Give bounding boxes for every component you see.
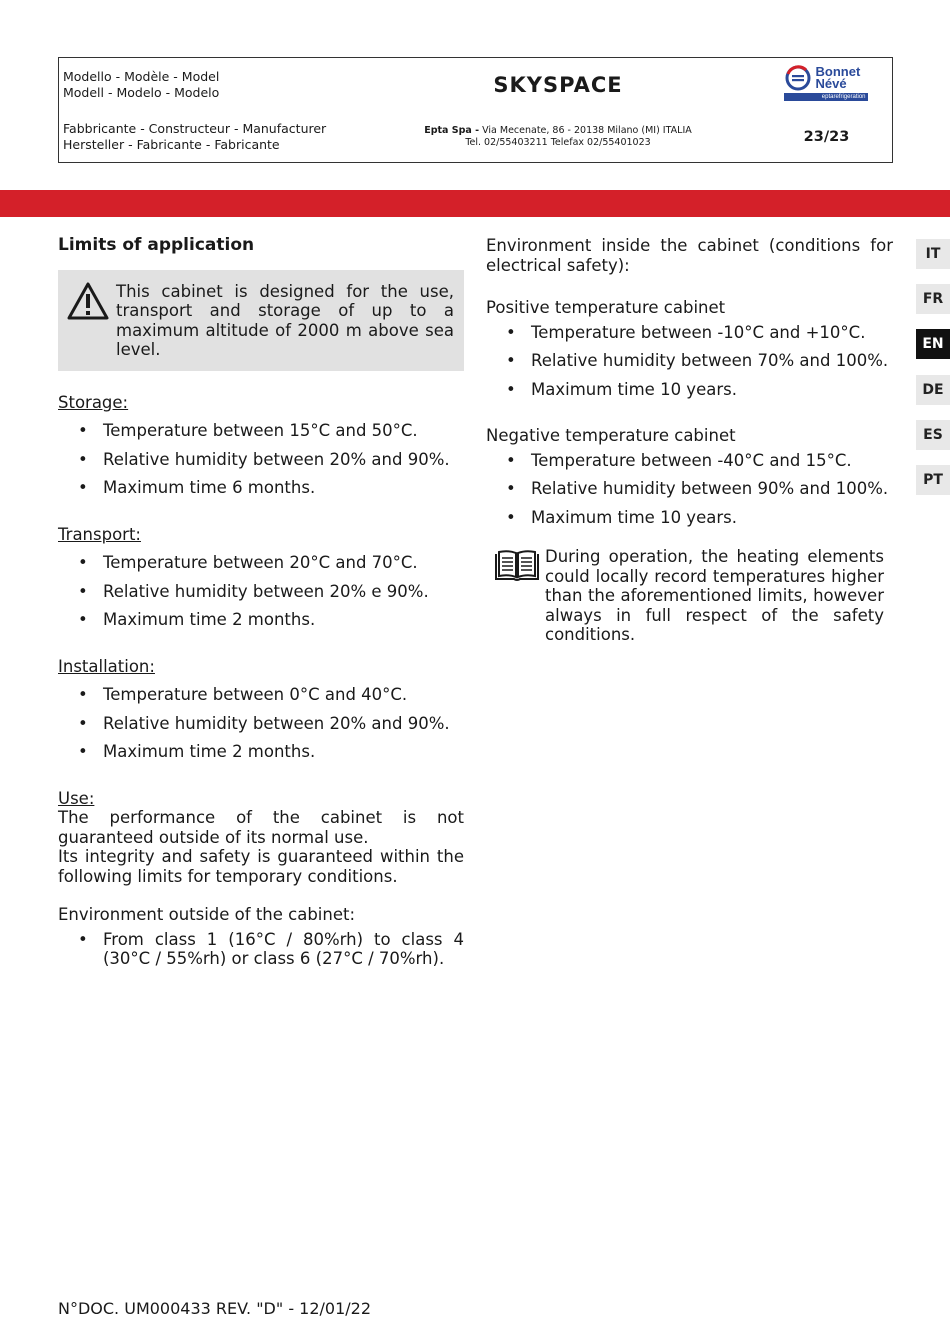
document-header — [58, 57, 893, 163]
transport-label: Transport: — [58, 524, 141, 544]
env-outside-label: Environment outside of the cabinet: — [58, 905, 356, 924]
positive-cabinet-list — [486, 323, 893, 400]
lang-tab-de[interactable]: DE — [916, 375, 950, 405]
model-label-line-1: Modello - Modèle - Model — [63, 69, 220, 84]
address-company: Epta Spa - — [424, 125, 480, 136]
list-item: • Relative humidity between 20% and 90%. — [58, 450, 464, 470]
list-item: • Maximum time 10 years. — [486, 380, 893, 400]
use-text-1: The performance of the cabinet is not guaranteed outside of its normal use. — [58, 808, 464, 847]
logo-emblem-icon — [784, 65, 814, 93]
lang-tab-pt[interactable]: PT — [916, 465, 950, 495]
bonnet-neve-logo — [784, 65, 870, 105]
manufacturer-label-cell — [59, 112, 354, 162]
note-text: During operation, the heating elements could locally record temperatures higher than the aforementioned limits, however always in full respect of the safety conditions. — [545, 547, 884, 644]
list-item: • Maximum time 2 months. — [58, 742, 464, 762]
logo-line-2: Névé — [815, 76, 847, 91]
list-item: • Maximum time 6 months. — [58, 478, 464, 498]
negative-cabinet-label: Negative temperature cabinet — [486, 426, 736, 445]
manufacturer-label-line-1: Fabbricante - Constructeur - Manufacturer — [63, 121, 327, 136]
document-number: N°DOC. UM000433 REV. "D" - 12/01/22 — [58, 1299, 372, 1318]
lang-tab-en[interactable]: EN — [916, 329, 950, 359]
transport-list — [58, 553, 464, 630]
model-label-line-2: Modell - Modelo - Modelo — [63, 85, 220, 100]
book-icon — [494, 549, 540, 583]
list-item: • From class 1 (16°C / 80%rh) to class 4 (30°C / 55%rh) or class 6 (27°C / 70%rh). — [58, 930, 464, 969]
list-item: • Temperature between 15°C and 50°C. — [58, 421, 464, 441]
list-item: • Relative humidity between 20% e 90%. — [58, 582, 464, 602]
logo-cell — [762, 58, 891, 112]
logo-line-1: Bonnet — [815, 64, 861, 79]
installation-list — [58, 685, 464, 762]
address-line-1 — [424, 125, 692, 137]
manufacturer-label-line-2: Hersteller - Fabricante - Fabricante — [63, 137, 280, 152]
storage-list — [58, 421, 464, 498]
address-phone: Tel. 02/55403211 Telefax 02/55401023 — [465, 137, 651, 148]
list-item: • Temperature between 0°C and 40°C. — [58, 685, 464, 705]
lang-tab-es[interactable]: ES — [916, 420, 950, 450]
red-banner — [0, 190, 950, 217]
operation-note — [486, 547, 893, 645]
storage-label: Storage: — [58, 392, 129, 412]
positive-cabinet-label: Positive temperature cabinet — [486, 298, 726, 317]
env-inside-label: Environment inside the cabinet (conditions for electrical safety): — [486, 236, 893, 275]
warning-box — [58, 270, 464, 371]
right-column — [486, 236, 893, 645]
section-title: Limits of application — [58, 235, 255, 255]
address-street: Via Mecenate, 86 - 20138 Milano (MI) ITALIA — [479, 125, 692, 136]
manufacturer-address — [354, 112, 762, 162]
list-item: • Maximum time 2 months. — [58, 610, 464, 630]
lang-tab-fr[interactable]: FR — [916, 284, 950, 314]
warning-text: This cabinet is designed for the use, transport and storage of up to a maximum altitude of 2000 m above sea level. — [116, 281, 454, 359]
negative-cabinet-list — [486, 451, 893, 528]
installation-label: Installation: — [58, 656, 155, 676]
left-column — [58, 236, 464, 969]
use-label: Use: — [58, 788, 95, 808]
logo-text — [816, 66, 861, 90]
env-outside-list — [58, 930, 464, 969]
list-item: • Temperature between 20°C and 70°C. — [58, 553, 464, 573]
lang-tab-it[interactable]: IT — [916, 239, 950, 269]
logo-bar: eptarefrigeration — [784, 93, 868, 101]
list-item: • Relative humidity between 90% and 100%. — [486, 479, 893, 499]
product-title: SKYSPACE — [493, 73, 623, 97]
list-item: • Relative humidity between 70% and 100%. — [486, 351, 893, 371]
list-item: • Temperature between -40°C and 15°C. — [486, 451, 893, 471]
list-item: • Maximum time 10 years. — [486, 508, 893, 528]
use-text-2: Its integrity and safety is guaranteed within the following limits for temporary conditions. — [58, 847, 464, 886]
page-number: 23/23 — [803, 129, 850, 145]
model-label-cell — [59, 58, 354, 112]
list-item: • Relative humidity between 20% and 90%. — [58, 714, 464, 734]
warning-triangle-icon — [66, 281, 110, 321]
list-item: • Temperature between -10°C and +10°C. — [486, 323, 893, 343]
